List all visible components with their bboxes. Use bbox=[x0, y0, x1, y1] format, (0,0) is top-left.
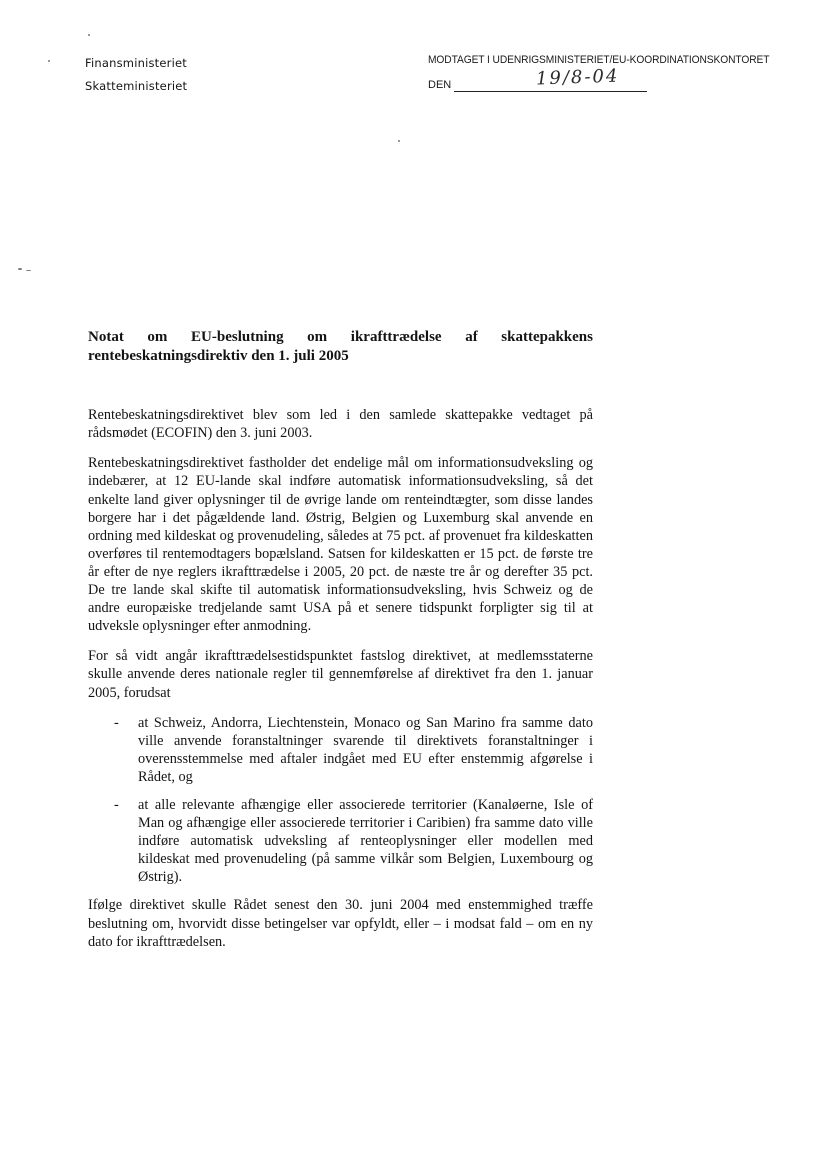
paragraph-directive-content: Rentebeskatningsdirektivet fastholder det endelige mål om informationsudveksling og indebærer, at 12 EU-lande skal indføre automatisk informationsudveksling, så det enkelte land giver oplysninger til de øvrige lande om renteindtægter, som disse landes borgere har i det pågældende land. Østrig, Belgien og Luxemburg skal anvende en ordning med kildeskat og provenudeling, således at 75 pct. af provenuet fra kildeskatten overføres til rentemodtagers bopælsland. Satsen for kildeskatten er 15 pct. de første tre år efter de nye reglers ikrafttrædelse i 2005, 20 pct. de næste tre år og derefter 35 pct. De tre lande skal skifte til automatisk informationsudveksling, hvis Schweiz og de andre europæiske tredjelande samt USA på et senere tidspunkt forpligter sig til at udveksle oplysninger efter anmodning. bbox=[88, 455, 593, 635]
letterhead bbox=[85, 52, 187, 98]
received-stamp bbox=[428, 54, 795, 97]
stamp-handwritten-date: 19/8-04 bbox=[535, 65, 620, 90]
stamp-received-text: MODTAGET I UDENRIGSMINISTERIET/EU-KOORDINATIONSKONTORET bbox=[428, 54, 770, 66]
stamp-date-line bbox=[428, 65, 653, 97]
scan-speck bbox=[48, 60, 50, 62]
list-bullet: - bbox=[114, 796, 119, 813]
document-body bbox=[88, 328, 593, 963]
list-item bbox=[88, 714, 593, 786]
condition-text: at Schweiz, Andorra, Liechtenstein, Monaco og San Marino fra samme dato ville anvende foranstaltninger svarende til direktivets foranstaltninger i overensstemmelse med aftaler indgået med EU efter enstemmig afgørelse i Rådet, og bbox=[138, 714, 593, 785]
paragraph-council-decision: Ifølge direktivet skulle Rådet senest den 30. juni 2004 med enstemmighed træffe beslutning om, hvorvidt disse betingelser var opfyldt, eller – i modsat fald – om en ny dato for ikrafttrædelsen. bbox=[88, 897, 593, 950]
condition-text: at alle relevante afhængige eller associerede territorier (Kanaløerne, Isle of Man og afhængige eller associerede territorier i Caribien) fra samme dato ville indføre automatisk udveksling af renteoplysninger eller modellen med kildeskat med provenudeling (på samme vilkår som Belgien, Luxembourg og Østrig). bbox=[138, 796, 593, 886]
scan-speck bbox=[26, 270, 31, 271]
stamp-den-label: DEN bbox=[428, 79, 452, 91]
scan-speck bbox=[88, 34, 90, 36]
paragraph-entry-into-force: For så vidt angår ikrafttrædelsestidspunktet fastslog direktivet, at medlemsstaterne skulle anvende deres nationale regler til gennemførelse af direktivet fra den 1. januar 2005, forudsat bbox=[88, 648, 593, 701]
list-bullet: - bbox=[114, 714, 119, 731]
list-item bbox=[88, 796, 593, 886]
ministry-name-tax: Skatteministeriet bbox=[85, 79, 188, 93]
scan-speck bbox=[398, 140, 400, 142]
scan-speck bbox=[18, 268, 22, 270]
document-title: Notat om EU-beslutning om ikrafttrædelse af skattepakkens rentebeskatningsdirektiv den 1. juli 2005 bbox=[88, 329, 593, 364]
ministry-name-finance: Finansministeriet bbox=[85, 56, 187, 70]
conditions-list bbox=[88, 714, 593, 887]
stamp-date-rule bbox=[454, 91, 647, 92]
paragraph-adoption: Rentebeskatningsdirektivet blev som led i den samlede skattepakke vedtaget på rådsmødet (ECOFIN) den 3. juni 2003. bbox=[88, 407, 593, 442]
